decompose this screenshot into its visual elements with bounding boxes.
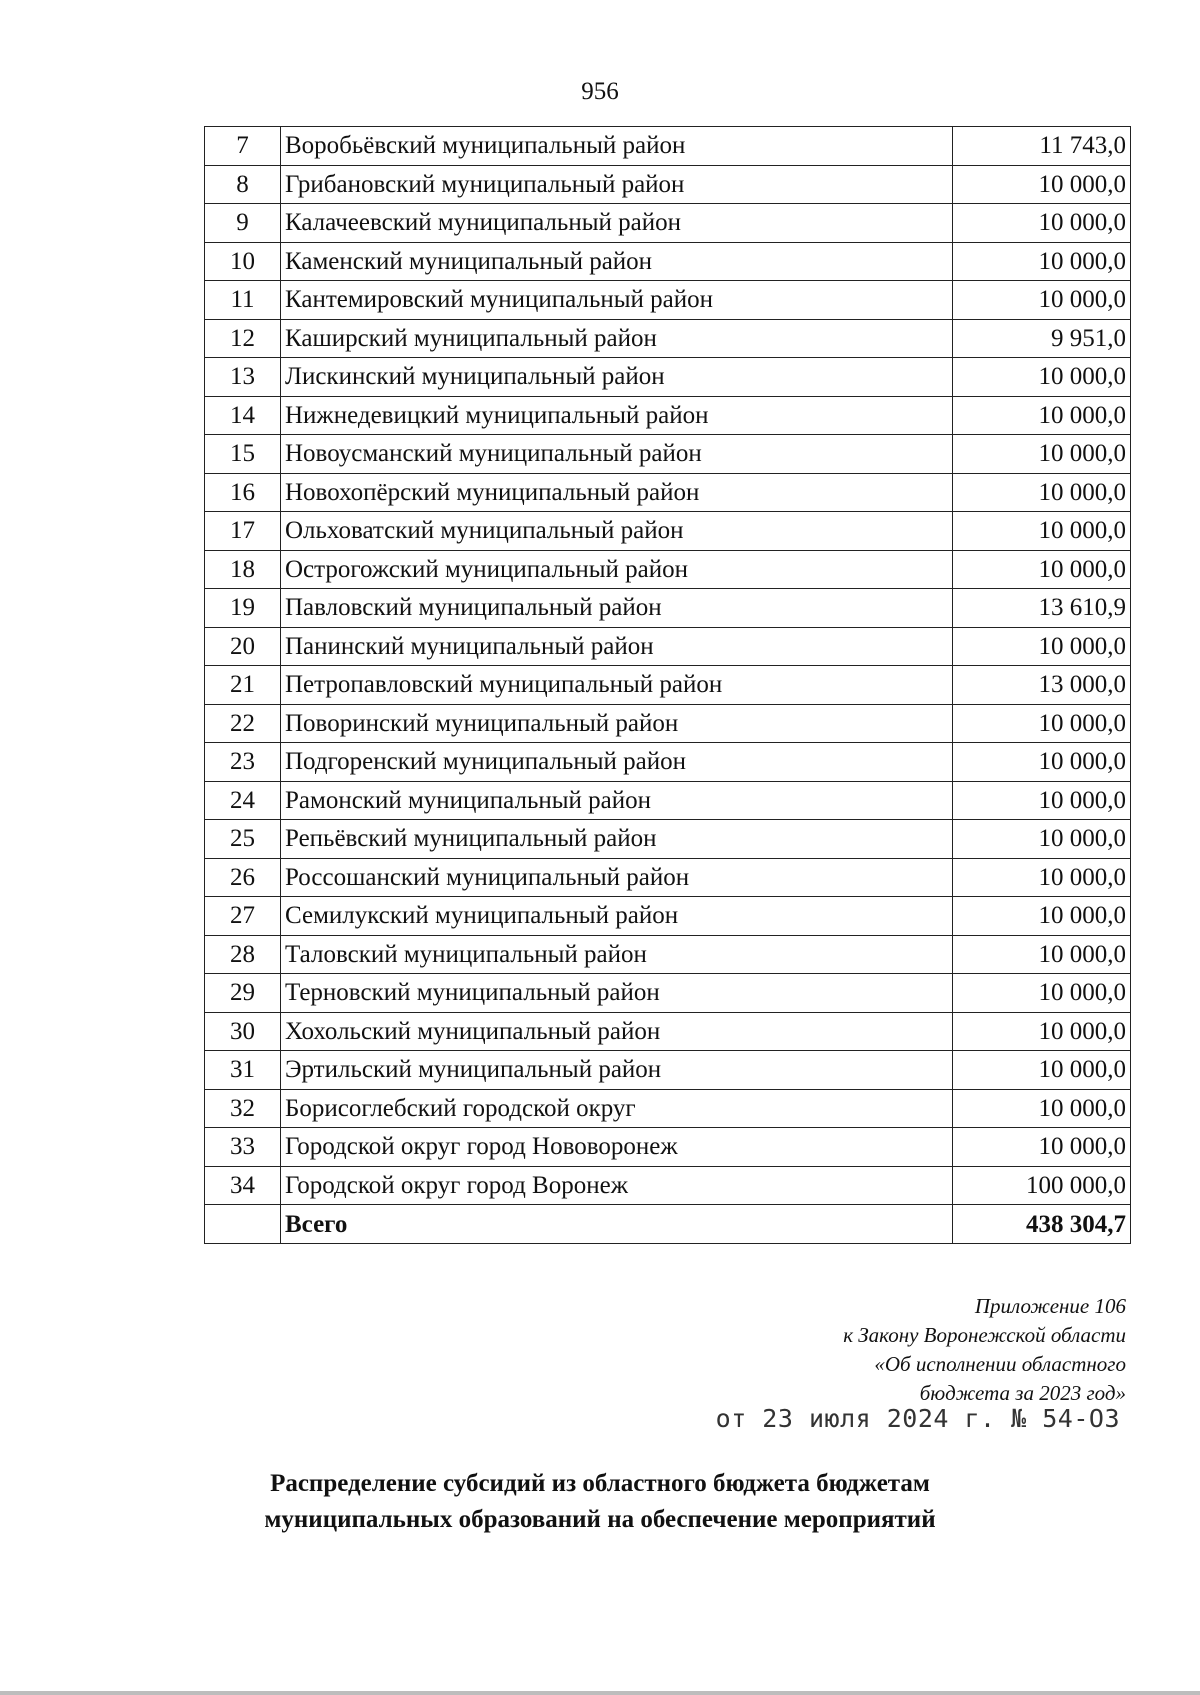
table-row [205, 858, 1131, 897]
municipality-name-cell: Каширский муниципальный район [281, 319, 953, 358]
municipality-name-cell: Калачеевский муниципальный район [281, 204, 953, 243]
table-row [205, 435, 1131, 474]
municipality-name-cell: Каменский муниципальный район [281, 242, 953, 281]
municipality-name-cell: Репьёвский муниципальный район [281, 820, 953, 859]
row-number-cell: 10 [205, 242, 281, 281]
appendix-reference [843, 1292, 1126, 1408]
amount-cell: 9 951,0 [953, 319, 1131, 358]
amount-cell: 10 000,0 [953, 1012, 1131, 1051]
amount-cell: 13 000,0 [953, 666, 1131, 705]
row-number-cell: 11 [205, 281, 281, 320]
table-row [205, 473, 1131, 512]
row-number-cell: 29 [205, 974, 281, 1013]
row-number-cell: 33 [205, 1128, 281, 1167]
table-row [205, 897, 1131, 936]
table-row [205, 935, 1131, 974]
total-label-cell: Всего [281, 1205, 953, 1244]
amount-cell: 11 743,0 [953, 127, 1131, 166]
amount-cell: 10 000,0 [953, 897, 1131, 936]
row-number-cell: 23 [205, 743, 281, 782]
table-row [205, 1166, 1131, 1205]
table-row [205, 1128, 1131, 1167]
table-row [205, 781, 1131, 820]
subsidy-table [204, 126, 1131, 1244]
row-number-cell: 21 [205, 666, 281, 705]
row-number-cell: 28 [205, 935, 281, 974]
municipality-name-cell: Кантемировский муниципальный район [281, 281, 953, 320]
municipality-name-cell: Городской округ город Воронеж [281, 1166, 953, 1205]
municipality-name-cell: Грибановский муниципальный район [281, 165, 953, 204]
table-row [205, 396, 1131, 435]
row-number-cell: 26 [205, 858, 281, 897]
municipality-name-cell: Павловский муниципальный район [281, 589, 953, 628]
row-number-cell: 24 [205, 781, 281, 820]
appendix-line: бюджета за 2023 год» [919, 1381, 1126, 1405]
total-num-cell [205, 1205, 281, 1244]
table-row [205, 358, 1131, 397]
row-number-cell: 19 [205, 589, 281, 628]
amount-cell: 10 000,0 [953, 1051, 1131, 1090]
municipality-name-cell: Борисоглебский городской округ [281, 1089, 953, 1128]
row-number-cell: 25 [205, 820, 281, 859]
amount-cell: 10 000,0 [953, 1128, 1131, 1167]
table-row [205, 550, 1131, 589]
municipality-name-cell: Нижнедевицкий муниципальный район [281, 396, 953, 435]
law-date-stamp: от 23 июля 2024 г. № 54-ОЗ [715, 1404, 1120, 1433]
table-row [205, 512, 1131, 551]
row-number-cell: 16 [205, 473, 281, 512]
amount-cell: 10 000,0 [953, 704, 1131, 743]
amount-cell: 10 000,0 [953, 627, 1131, 666]
table-row [205, 127, 1131, 166]
municipality-name-cell: Подгоренский муниципальный район [281, 743, 953, 782]
row-number-cell: 32 [205, 1089, 281, 1128]
amount-cell: 10 000,0 [953, 512, 1131, 551]
row-number-cell: 9 [205, 204, 281, 243]
table-row [205, 319, 1131, 358]
municipality-name-cell: Новоусманский муниципальный район [281, 435, 953, 474]
municipality-name-cell: Терновский муниципальный район [281, 974, 953, 1013]
amount-cell: 10 000,0 [953, 820, 1131, 859]
amount-cell: 10 000,0 [953, 473, 1131, 512]
row-number-cell: 34 [205, 1166, 281, 1205]
municipality-name-cell: Острогожский муниципальный район [281, 550, 953, 589]
table-row [205, 704, 1131, 743]
row-number-cell: 7 [205, 127, 281, 166]
table-row [205, 666, 1131, 705]
row-number-cell: 15 [205, 435, 281, 474]
municipality-name-cell: Городской округ город Нововоронеж [281, 1128, 953, 1167]
municipality-name-cell: Ольховатский муниципальный район [281, 512, 953, 551]
amount-cell: 10 000,0 [953, 550, 1131, 589]
row-number-cell: 14 [205, 396, 281, 435]
table-row [205, 204, 1131, 243]
table-body [205, 127, 1131, 1205]
row-number-cell: 20 [205, 627, 281, 666]
table-row [205, 1089, 1131, 1128]
appendix-line: Приложение 106 [974, 1294, 1126, 1318]
page-number: 956 [581, 78, 619, 105]
amount-cell: 10 000,0 [953, 204, 1131, 243]
table-row [205, 589, 1131, 628]
municipality-name-cell: Новохопёрский муниципальный район [281, 473, 953, 512]
amount-cell: 10 000,0 [953, 435, 1131, 474]
amount-cell: 10 000,0 [953, 935, 1131, 974]
amount-cell: 10 000,0 [953, 974, 1131, 1013]
amount-cell: 10 000,0 [953, 242, 1131, 281]
municipality-name-cell: Воробьёвский муниципальный район [281, 127, 953, 166]
appendix-line: к Закону Воронежской области [843, 1323, 1126, 1347]
appendix-line: «Об исполнении областного [874, 1352, 1126, 1376]
amount-cell: 100 000,0 [953, 1166, 1131, 1205]
row-number-cell: 12 [205, 319, 281, 358]
municipality-name-cell: Поворинский муниципальный район [281, 704, 953, 743]
row-number-cell: 22 [205, 704, 281, 743]
row-number-cell: 18 [205, 550, 281, 589]
table-row [205, 242, 1131, 281]
amount-cell: 10 000,0 [953, 281, 1131, 320]
row-number-cell: 13 [205, 358, 281, 397]
table-row [205, 281, 1131, 320]
municipality-name-cell: Лискинский муниципальный район [281, 358, 953, 397]
municipality-name-cell: Семилукский муниципальный район [281, 897, 953, 936]
amount-cell: 10 000,0 [953, 743, 1131, 782]
title-line: муниципальных образований на обеспечение мероприятий [264, 1506, 936, 1533]
amount-cell: 10 000,0 [953, 1089, 1131, 1128]
title-line: Распределение субсидий из областного бюджета бюджетам [270, 1470, 930, 1497]
scan-edge-line [0, 1691, 1200, 1695]
table-row [205, 820, 1131, 859]
total-value-cell: 438 304,7 [953, 1205, 1131, 1244]
amount-cell: 13 610,9 [953, 589, 1131, 628]
amount-cell: 10 000,0 [953, 781, 1131, 820]
amount-cell: 10 000,0 [953, 165, 1131, 204]
municipality-name-cell: Рамонский муниципальный район [281, 781, 953, 820]
row-number-cell: 8 [205, 165, 281, 204]
table-row [205, 165, 1131, 204]
section-title [0, 1466, 1200, 1538]
municipality-name-cell: Петропавловский муниципальный район [281, 666, 953, 705]
total-row [205, 1205, 1131, 1244]
municipality-name-cell: Эртильский муниципальный район [281, 1051, 953, 1090]
amount-cell: 10 000,0 [953, 396, 1131, 435]
row-number-cell: 30 [205, 1012, 281, 1051]
municipality-name-cell: Хохольский муниципальный район [281, 1012, 953, 1051]
table-row [205, 743, 1131, 782]
row-number-cell: 27 [205, 897, 281, 936]
row-number-cell: 17 [205, 512, 281, 551]
table-row [205, 974, 1131, 1013]
municipality-name-cell: Таловский муниципальный район [281, 935, 953, 974]
table-row [205, 1051, 1131, 1090]
amount-cell: 10 000,0 [953, 358, 1131, 397]
row-number-cell: 31 [205, 1051, 281, 1090]
municipality-name-cell: Россошанский муниципальный район [281, 858, 953, 897]
table-row [205, 1012, 1131, 1051]
amount-cell: 10 000,0 [953, 858, 1131, 897]
municipality-name-cell: Панинский муниципальный район [281, 627, 953, 666]
table-row [205, 627, 1131, 666]
